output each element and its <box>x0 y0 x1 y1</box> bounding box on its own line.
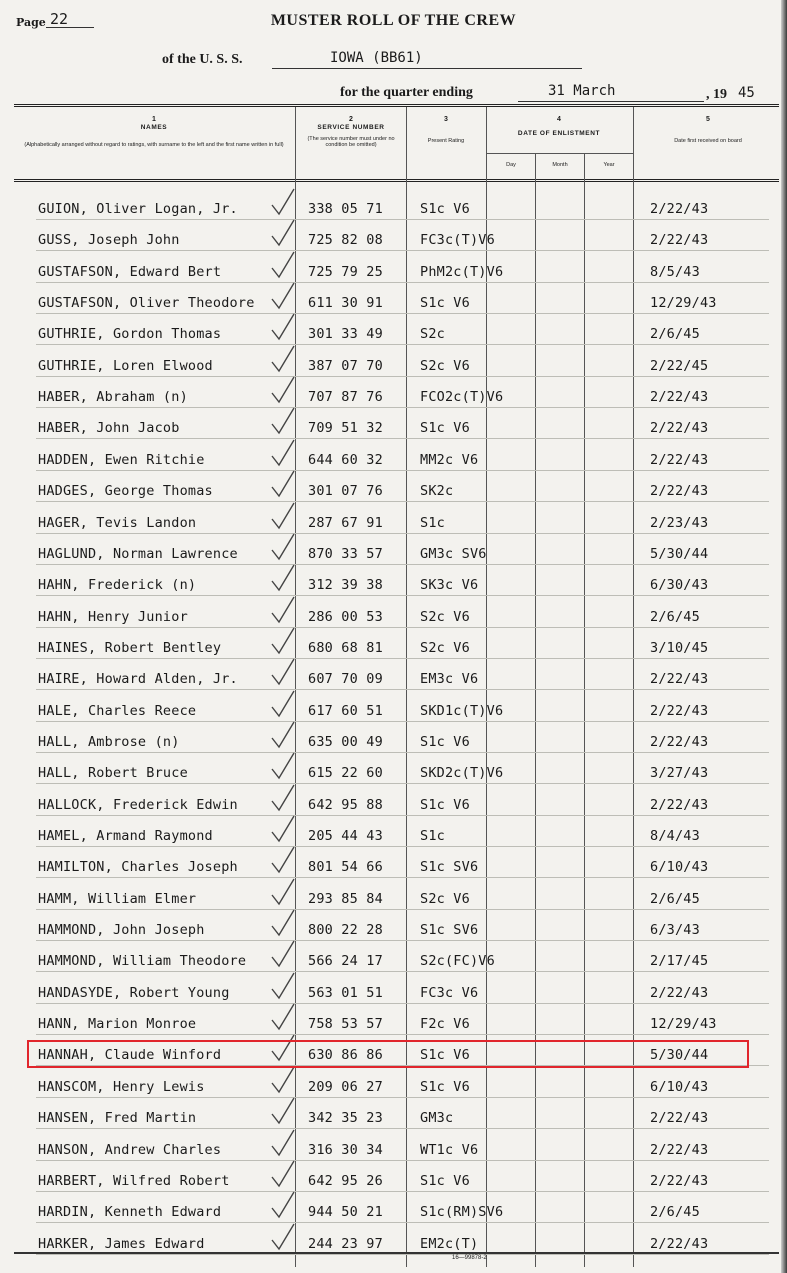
service-number: 870 33 57 <box>308 545 383 562</box>
check-mark-icon <box>268 312 298 342</box>
col-day-header: Day <box>506 162 516 168</box>
service-number: 944 50 21 <box>308 1204 383 1221</box>
crew-name: GUION, Oliver Logan, Jr. <box>38 201 238 217</box>
table-row <box>14 765 779 796</box>
service-number: 316 30 34 <box>308 1141 383 1158</box>
service-number: 725 82 08 <box>308 232 383 249</box>
present-rating: S2c(FC)V6 <box>420 953 495 970</box>
check-mark-icon <box>268 626 298 656</box>
crew-name: HABER, John Jacob <box>38 420 180 437</box>
service-number: 642 95 88 <box>308 796 383 813</box>
service-number: 312 39 38 <box>308 577 383 594</box>
date-received: 2/22/43 <box>650 984 709 1001</box>
crew-name: HAHN, Frederick (n) <box>38 577 197 594</box>
row-underline <box>36 627 769 628</box>
check-mark-icon <box>268 344 298 374</box>
table-row <box>14 1204 779 1235</box>
present-rating: S1c <box>420 828 445 844</box>
table-row <box>14 264 779 295</box>
table-row <box>14 452 779 483</box>
date-received: 12/29/43 <box>650 295 717 312</box>
present-rating: F2c V6 <box>420 1016 470 1033</box>
crew-name: HARKER, James Edward <box>38 1235 205 1252</box>
crew-name: HAGER, Tevis Landon <box>38 514 197 531</box>
document-title: MUSTER ROLL OF THE CREW <box>270 12 517 29</box>
row-underline <box>36 1003 769 1004</box>
check-mark-icon <box>268 1128 298 1158</box>
check-mark-icon <box>268 1096 298 1126</box>
service-number: 707 87 76 <box>308 389 383 406</box>
row-underline <box>36 689 769 690</box>
table-row <box>14 891 779 922</box>
check-mark-icon <box>268 1002 298 1032</box>
crew-name: HABER, Abraham (n) <box>38 389 188 406</box>
table-row <box>14 515 779 546</box>
check-mark-icon <box>268 595 298 625</box>
check-mark-icon <box>268 971 298 1001</box>
check-mark-icon <box>268 375 298 405</box>
check-mark-icon <box>268 1222 298 1252</box>
service-number: 709 51 32 <box>308 420 383 437</box>
quarter-date: 31 March <box>548 83 616 99</box>
present-rating: S2c <box>420 326 445 343</box>
date-received: 2/22/43 <box>650 1172 709 1189</box>
date-received: 2/6/45 <box>650 608 700 625</box>
date-received: 8/5/43 <box>650 263 700 280</box>
table-row <box>14 671 779 702</box>
date-received: 2/22/43 <box>650 671 709 688</box>
col-rating-header: 3 Present Rating <box>427 116 465 145</box>
date-received: 12/29/43 <box>650 1016 717 1033</box>
date-received: 6/10/43 <box>650 1078 709 1095</box>
crew-name: HALLOCK, Frederick Edwin <box>38 796 238 813</box>
page-edge <box>781 0 787 1273</box>
check-mark-icon <box>268 908 298 938</box>
check-mark-icon <box>268 814 298 844</box>
present-rating: GM3c SV6 <box>420 545 487 562</box>
col-year-header: Year <box>603 162 615 168</box>
date-received: 2/22/43 <box>650 1235 709 1252</box>
crew-name: HANSON, Andrew Charles <box>38 1141 222 1158</box>
crew-name: HANDASYDE, Robert Young <box>38 984 230 1001</box>
present-rating: S1c V6 <box>420 796 470 813</box>
table-row <box>14 577 779 608</box>
check-mark-icon <box>268 657 298 687</box>
check-mark-icon <box>268 501 298 531</box>
present-rating: S1c SV6 <box>420 859 479 876</box>
service-number: 301 07 76 <box>308 483 383 500</box>
service-number: 725 79 25 <box>308 263 383 280</box>
table-bottom-rule <box>14 1252 779 1254</box>
crew-name: HANN, Marion Monroe <box>38 1016 197 1033</box>
row-underline <box>36 1128 769 1129</box>
quarter-line <box>518 101 704 102</box>
date-received: 2/23/43 <box>650 514 709 531</box>
row-underline <box>36 877 769 878</box>
date-received: 2/22/43 <box>650 1141 709 1158</box>
date-received: 5/30/44 <box>650 545 709 562</box>
check-mark-icon <box>268 1065 298 1095</box>
table-row <box>14 734 779 765</box>
service-number: 342 35 23 <box>308 1110 383 1127</box>
present-rating: MM2c V6 <box>420 451 479 468</box>
row-underline <box>36 564 769 565</box>
crew-name: HAMILTON, Charles Joseph <box>38 859 238 876</box>
row-underline <box>36 219 769 220</box>
present-rating: FCO2c(T)V6 <box>420 389 504 406</box>
present-rating: S1c SV6 <box>420 922 479 939</box>
service-number: 301 33 49 <box>308 326 383 343</box>
col-names-header: 1 NAMES (Alphabetically arranged without regard to ratings, with surname to the left and the first name written in full) <box>24 116 284 148</box>
service-number: 566 24 17 <box>308 953 383 970</box>
date-received: 2/22/43 <box>650 420 709 437</box>
present-rating: SKD1c(T)V6 <box>420 702 504 719</box>
check-mark-icon <box>268 438 298 468</box>
present-rating: SK3c V6 <box>420 577 479 594</box>
check-mark-icon <box>268 939 298 969</box>
table-row <box>14 640 779 671</box>
check-mark-icon <box>268 218 298 248</box>
table-row <box>14 201 779 232</box>
year-prefix: , 19 <box>706 87 727 102</box>
row-underline <box>36 658 769 659</box>
check-mark-icon <box>268 187 298 217</box>
ship-label: of the U. S. S. <box>162 52 243 67</box>
table-row <box>14 922 779 953</box>
quarter-label: for the quarter ending <box>340 85 473 100</box>
page-label: Page <box>16 16 46 29</box>
service-number: 338 05 71 <box>308 201 383 217</box>
present-rating: S1c V6 <box>420 1172 470 1189</box>
header-rule-bottom <box>14 179 779 182</box>
service-number: 286 00 53 <box>308 608 383 625</box>
table-row <box>14 1142 779 1173</box>
check-mark-icon <box>268 845 298 875</box>
service-number: 607 70 09 <box>308 671 383 688</box>
row-underline <box>36 971 769 972</box>
service-number: 563 01 51 <box>308 984 383 1001</box>
crew-name: HALL, Robert Bruce <box>38 765 188 782</box>
crew-name: HAMM, William Elmer <box>38 890 197 907</box>
table-row <box>14 358 779 389</box>
year-suffix: 45 <box>738 85 755 101</box>
service-number: 205 44 43 <box>308 828 383 844</box>
col-service-header: 2 SERVICE NUMBER (The service number must under no condition be omitted) <box>307 116 395 148</box>
crew-name: GUSS, Joseph John <box>38 232 180 249</box>
present-rating: S1c V6 <box>420 295 470 312</box>
table-row <box>14 295 779 326</box>
crew-name: HANNAH, Claude Winford <box>38 1047 222 1064</box>
date-received: 2/6/45 <box>650 1204 700 1221</box>
present-rating: S1c V6 <box>420 1047 470 1064</box>
row-underline <box>36 1097 769 1098</box>
table-row <box>14 232 779 263</box>
present-rating: S2c V6 <box>420 357 470 374</box>
row-underline <box>36 752 769 753</box>
date-received: 2/22/45 <box>650 357 709 374</box>
present-rating: WT1c V6 <box>420 1141 479 1158</box>
table-row <box>14 828 779 859</box>
crew-name: HAMEL, Armand Raymond <box>38 828 213 844</box>
service-number: 244 23 97 <box>308 1235 383 1252</box>
row-underline <box>36 344 769 345</box>
present-rating: GM3c <box>420 1110 454 1127</box>
present-rating: EM3c V6 <box>420 671 479 688</box>
date-received: 2/17/45 <box>650 953 709 970</box>
service-number: 293 85 84 <box>308 890 383 907</box>
table-row <box>14 546 779 577</box>
row-underline <box>36 501 769 502</box>
crew-name: GUSTAFSON, Oliver Theodore <box>38 295 255 312</box>
service-number: 801 54 66 <box>308 859 383 876</box>
present-rating: S1c <box>420 514 445 531</box>
date-received: 2/22/43 <box>650 796 709 813</box>
row-underline <box>36 783 769 784</box>
ship-name-line <box>272 68 582 69</box>
service-number: 287 67 91 <box>308 514 383 531</box>
table-row <box>14 1173 779 1204</box>
crew-name: HARDIN, Kenneth Edward <box>38 1204 222 1221</box>
service-number: 611 30 91 <box>308 295 383 312</box>
crew-name: HAGLUND, Norman Lawrence <box>38 545 238 562</box>
check-mark-icon <box>268 250 298 280</box>
date-received: 6/3/43 <box>650 922 700 939</box>
check-mark-icon <box>268 532 298 562</box>
service-number: 642 95 26 <box>308 1172 383 1189</box>
crew-name: HALE, Charles Reece <box>38 702 197 719</box>
service-number: 644 60 32 <box>308 451 383 468</box>
crew-name: HAMMOND, William Theodore <box>38 953 247 970</box>
header-rule-top <box>14 104 779 107</box>
date-received: 2/22/43 <box>650 232 709 249</box>
crew-name: HANSCOM, Henry Lewis <box>38 1078 205 1095</box>
date-received: 3/10/45 <box>650 639 709 656</box>
service-number: 800 22 28 <box>308 922 383 939</box>
table-row <box>14 326 779 357</box>
row-underline <box>36 815 769 816</box>
table-row <box>14 859 779 890</box>
date-received: 2/22/43 <box>650 483 709 500</box>
service-number: 615 22 60 <box>308 765 383 782</box>
table-row <box>14 703 779 734</box>
row-underline <box>36 909 769 910</box>
row-underline <box>36 438 769 439</box>
date-received: 2/22/43 <box>650 451 709 468</box>
present-rating: S1c V6 <box>420 733 470 750</box>
ship-name: IOWA (BB61) <box>330 50 423 66</box>
crew-name: HAMMOND, John Joseph <box>38 922 205 939</box>
date-received: 2/6/45 <box>650 326 700 343</box>
row-underline <box>36 846 769 847</box>
present-rating: EM2c(T) <box>420 1235 479 1252</box>
row-underline <box>36 721 769 722</box>
check-mark-icon <box>268 751 298 781</box>
col-received-header: 5 Date first received on board <box>674 116 742 145</box>
row-underline <box>36 1222 769 1223</box>
present-rating: FC3c V6 <box>420 984 479 1001</box>
service-number: 635 00 49 <box>308 733 383 750</box>
check-mark-icon <box>268 406 298 436</box>
table-row <box>14 953 779 984</box>
crew-name: HADGES, George Thomas <box>38 483 213 500</box>
check-mark-icon <box>268 281 298 311</box>
row-underline <box>36 1160 769 1161</box>
row-underline <box>36 470 769 471</box>
present-rating: PhM2c(T)V6 <box>420 263 504 280</box>
row-underline <box>36 533 769 534</box>
check-mark-icon <box>268 469 298 499</box>
date-received: 5/30/44 <box>650 1047 709 1064</box>
service-number: 209 06 27 <box>308 1078 383 1095</box>
table-row <box>14 420 779 451</box>
row-underline <box>36 282 769 283</box>
present-rating: S1c(RM)SV6 <box>420 1204 504 1221</box>
present-rating: S2c V6 <box>420 608 470 625</box>
service-number: 758 53 57 <box>308 1016 383 1033</box>
row-underline <box>36 376 769 377</box>
present-rating: SKD2c(T)V6 <box>420 765 504 782</box>
date-received: 2/6/45 <box>650 890 700 907</box>
check-mark-icon <box>268 783 298 813</box>
check-mark-icon <box>268 877 298 907</box>
col-enlistment-header: 4 DATE OF ENLISTMENT <box>517 116 601 138</box>
crew-name: GUTHRIE, Gordon Thomas <box>38 326 222 343</box>
service-number: 617 60 51 <box>308 702 383 719</box>
check-mark-icon <box>268 1190 298 1220</box>
crew-name: HALL, Ambrose (n) <box>38 733 180 750</box>
present-rating: S2c V6 <box>420 890 470 907</box>
row-underline <box>36 940 769 941</box>
date-received: 2/22/43 <box>650 733 709 750</box>
date-received: 2/22/43 <box>650 201 709 217</box>
date-received: 2/22/43 <box>650 389 709 406</box>
date-received: 3/27/43 <box>650 765 709 782</box>
present-rating: S1c V6 <box>420 1078 470 1095</box>
row-underline <box>36 407 769 408</box>
date-received: 8/4/43 <box>650 828 700 844</box>
service-number: 387 07 70 <box>308 357 383 374</box>
crew-name: GUSTAFSON, Edward Bert <box>38 263 222 280</box>
crew-name: HANSEN, Fred Martin <box>38 1110 197 1127</box>
date-received: 2/22/43 <box>650 702 709 719</box>
row-underline <box>36 313 769 314</box>
table-row <box>14 609 779 640</box>
crew-name: HAIRE, Howard Alden, Jr. <box>38 671 238 688</box>
crew-name: HADDEN, Ewen Ritchie <box>38 451 205 468</box>
present-rating: FC3c(T)V6 <box>420 232 495 249</box>
highlighted-row-box <box>27 1040 749 1068</box>
present-rating: SK2c <box>420 483 454 500</box>
enlistment-subrule <box>486 153 634 154</box>
service-number: 630 86 86 <box>308 1047 383 1064</box>
crew-name: GUTHRIE, Loren Elwood <box>38 357 213 374</box>
service-number: 680 68 81 <box>308 639 383 656</box>
present-rating: S2c V6 <box>420 639 470 656</box>
col-month-header: Month <box>552 162 568 168</box>
row-underline <box>36 250 769 251</box>
row-underline <box>36 1034 769 1035</box>
present-rating: S1c V6 <box>420 201 470 217</box>
table-row <box>14 389 779 420</box>
date-received: 6/30/43 <box>650 577 709 594</box>
check-mark-icon <box>268 1159 298 1189</box>
present-rating: S1c V6 <box>420 420 470 437</box>
table-row <box>14 1079 779 1110</box>
page-number: 22 <box>50 10 69 28</box>
date-received: 2/22/43 <box>650 1110 709 1127</box>
crew-name: HAINES, Robert Bentley <box>38 639 222 656</box>
table-row <box>14 1110 779 1141</box>
table-row <box>14 985 779 1016</box>
date-received: 6/10/43 <box>650 859 709 876</box>
crew-name: HAHN, Henry Junior <box>38 608 188 625</box>
table-row <box>14 797 779 828</box>
row-underline <box>36 595 769 596</box>
check-mark-icon <box>268 720 298 750</box>
check-mark-icon <box>268 689 298 719</box>
form-code: 16—99878-2 <box>452 1255 487 1261</box>
crew-name: HARBERT, Wilfred Robert <box>38 1172 230 1189</box>
table-row <box>14 483 779 514</box>
row-underline <box>36 1191 769 1192</box>
check-mark-icon <box>268 563 298 593</box>
